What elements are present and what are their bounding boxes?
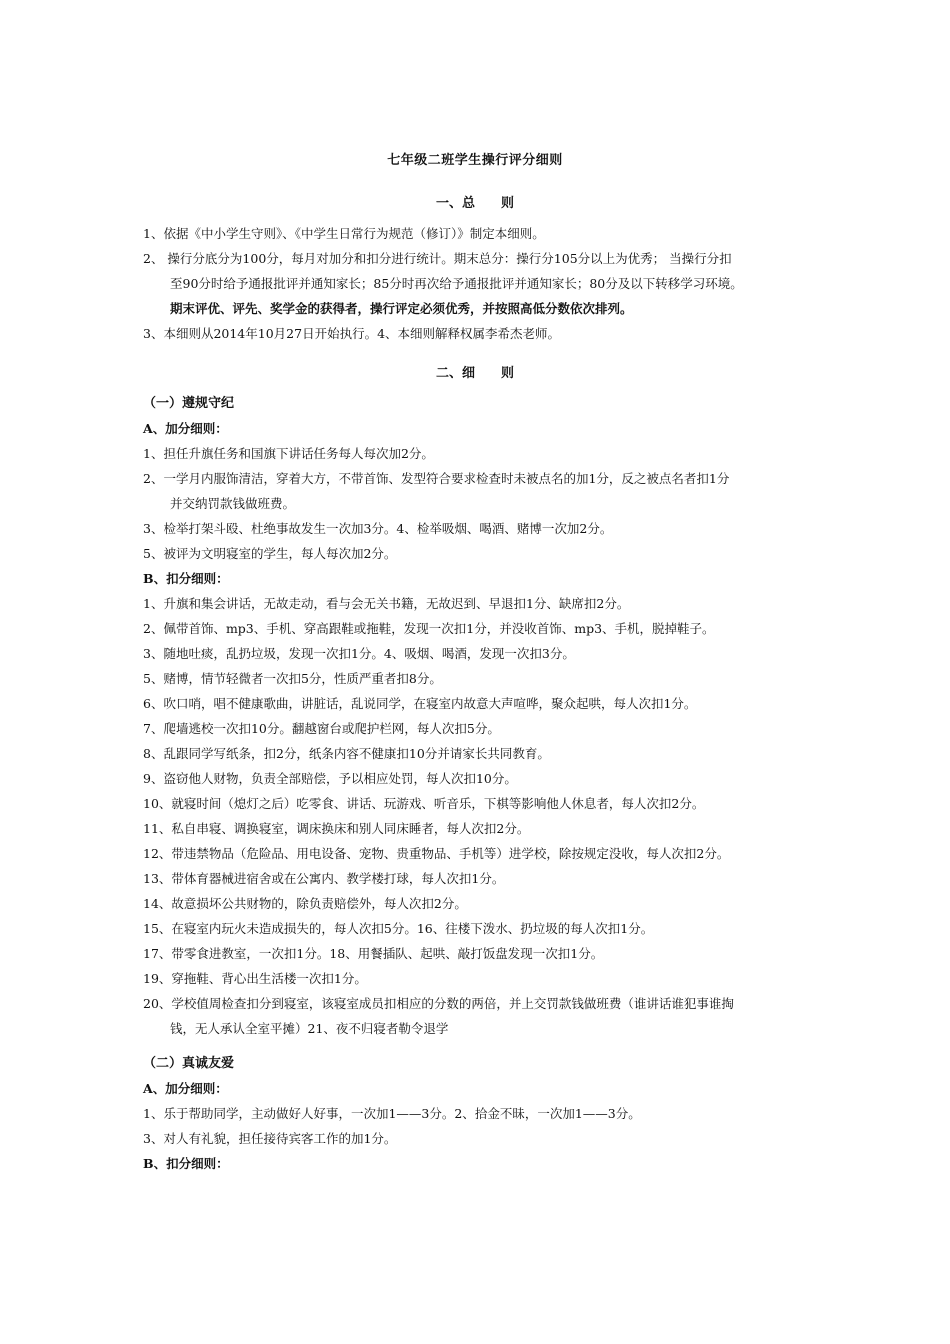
part1-sub-item: 13、带体育器械进宿舍或在公寓内、教学楼打球，每人次扣1分。 <box>143 871 505 886</box>
section-general-heading: 一、总 则 <box>435 196 514 211</box>
part1-sub-item: 15、在寝室内玩火未造成损失的，每人次扣5分。16、往楼下泼水、扔垃圾的每人次扣1分。 <box>143 921 654 936</box>
part2-add-item: 1、乐于帮助同学，主动做好人好事，一次加1——3分。2、拾金不昧，一次加1——3分。 <box>143 1106 641 1121</box>
part1-add-item-cont: 并交纳罚款钱做班费。 <box>170 496 296 511</box>
part1-sub-item: 7、爬墙逃校一次扣10分。翻越窗台或爬护栏网，每人次扣5分。 <box>143 721 500 736</box>
general-item-2-cont: 至90分时给予通报批评并通知家长；85分时再次给予通报批评并通知家长；80分及以下转移学习环境。 <box>170 276 743 291</box>
part2-add-heading: A、加分细则： <box>143 1081 228 1096</box>
general-item-3: 3、本细则从2014年10月27日开始执行。4、本细则解释权属李希杰老师。 <box>143 326 561 341</box>
general-item-2-emphasis: 期末评优、评先、奖学金的获得者，操行评定必须优秀，并按照高低分数依次排列。 <box>170 301 633 316</box>
part1-add-item: 2、一学月内服饰清洁，穿着大方，不带首饰、发型符合要求检查时未被点名的加1分，反之被点名者扣1分 <box>143 471 730 486</box>
part1-add-item: 1、担任升旗任务和国旗下讲话任务每人每次加2分。 <box>143 446 434 461</box>
part1-sub-item: 17、带零食进教室，一次扣1分。18、用餐插队、起哄、敲打饭盘发现一次扣1分。 <box>143 946 604 961</box>
part1-sub-item: 8、乱跟同学写纸条，扣2分，纸条内容不健康扣10分并请家长共同教育。 <box>143 746 550 761</box>
part1-sub-item: 19、穿拖鞋、背心出生活楼一次扣1分。 <box>143 971 367 986</box>
part1-sub-item: 1、升旗和集会讲话，无故走动，看与会无关书籍，无故迟到、早退扣1分、缺席扣2分。 <box>143 596 630 611</box>
part1-sub-item: 3、随地吐痰，乱扔垃圾，发现一次扣1分。4、吸烟、喝酒，发现一次扣3分。 <box>143 646 575 661</box>
part1-sub-item: 6、吹口哨，唱不健康歌曲，讲脏话，乱说同学，在寝室内故意大声喧哗，聚众起哄，每人次扣1分。 <box>143 696 697 711</box>
part1-sub-item: 9、盗窃他人财物，负责全部赔偿，予以相应处罚，每人次扣10分。 <box>143 771 517 786</box>
part1-sub-item: 20、学校值周检查扣分到寝室，该寝室成员扣相应的分数的两倍，并上交罚款钱做班费（谁讲话谁犯事谁掏 <box>143 996 734 1011</box>
general-item-2: 2、 操行分底分为100分，每月对加分和扣分进行统计。期末总分：操行分105分以上为优秀； 当操行分扣 <box>143 251 732 266</box>
part1-sub-item: 12、带违禁物品（危险品、用电设备、宠物、贵重物品、手机等）进学校，除按规定没收，每人次扣2分。 <box>143 846 730 861</box>
part1-sub-item: 5、赌博，情节轻微者一次扣5分，性质严重者扣8分。 <box>143 671 442 686</box>
part1-sub-item: 14、故意损坏公共财物的，除负责赔偿外，每人次扣2分。 <box>143 896 467 911</box>
part1-sub-item: 10、就寝时间（熄灯之后）吃零食、讲话、玩游戏、听音乐，下棋等影响他人休息者，每人次扣2分。 <box>143 796 705 811</box>
part1-add-item: 3、检举打架斗殴、杜绝事故发生一次加3分。4、检举吸烟、喝酒、赌博一次加2分。 <box>143 521 613 536</box>
part1-sub-item-cont: 钱，无人承认全室平摊）21、夜不归寝者勒令退学 <box>170 1021 449 1036</box>
part2-add-item: 3、对人有礼貌，担任接待宾客工作的加1分。 <box>143 1131 397 1146</box>
part1-add-heading: A、加分细则： <box>143 421 228 436</box>
part1-sub-heading: B、扣分细则： <box>143 571 229 586</box>
section-details-heading: 二、细 则 <box>435 366 514 381</box>
part1-sub-item: 11、私自串寝、调换寝室，调床换床和别人同床睡者，每人次扣2分。 <box>143 821 530 836</box>
general-item-1: 1、依据《中小学生守则》、《中学生日常行为规范（修订）》制定本细则。 <box>143 226 545 241</box>
document-title: 七年级二班学生操行评分细则 <box>387 153 563 168</box>
part1-add-item: 5、被评为文明寝室的学生，每人每次加2分。 <box>143 546 397 561</box>
part1-heading: （一）遵规守纪 <box>143 396 235 411</box>
part2-sub-heading: B、扣分细则： <box>143 1156 229 1171</box>
part1-sub-item: 2、佩带首饰、mp3、手机、穿高跟鞋或拖鞋，发现一次扣1分，并没收首饰、mp3、手机，脱掉鞋子。 <box>143 621 715 636</box>
part2-heading: （二）真诚友爱 <box>143 1056 235 1071</box>
